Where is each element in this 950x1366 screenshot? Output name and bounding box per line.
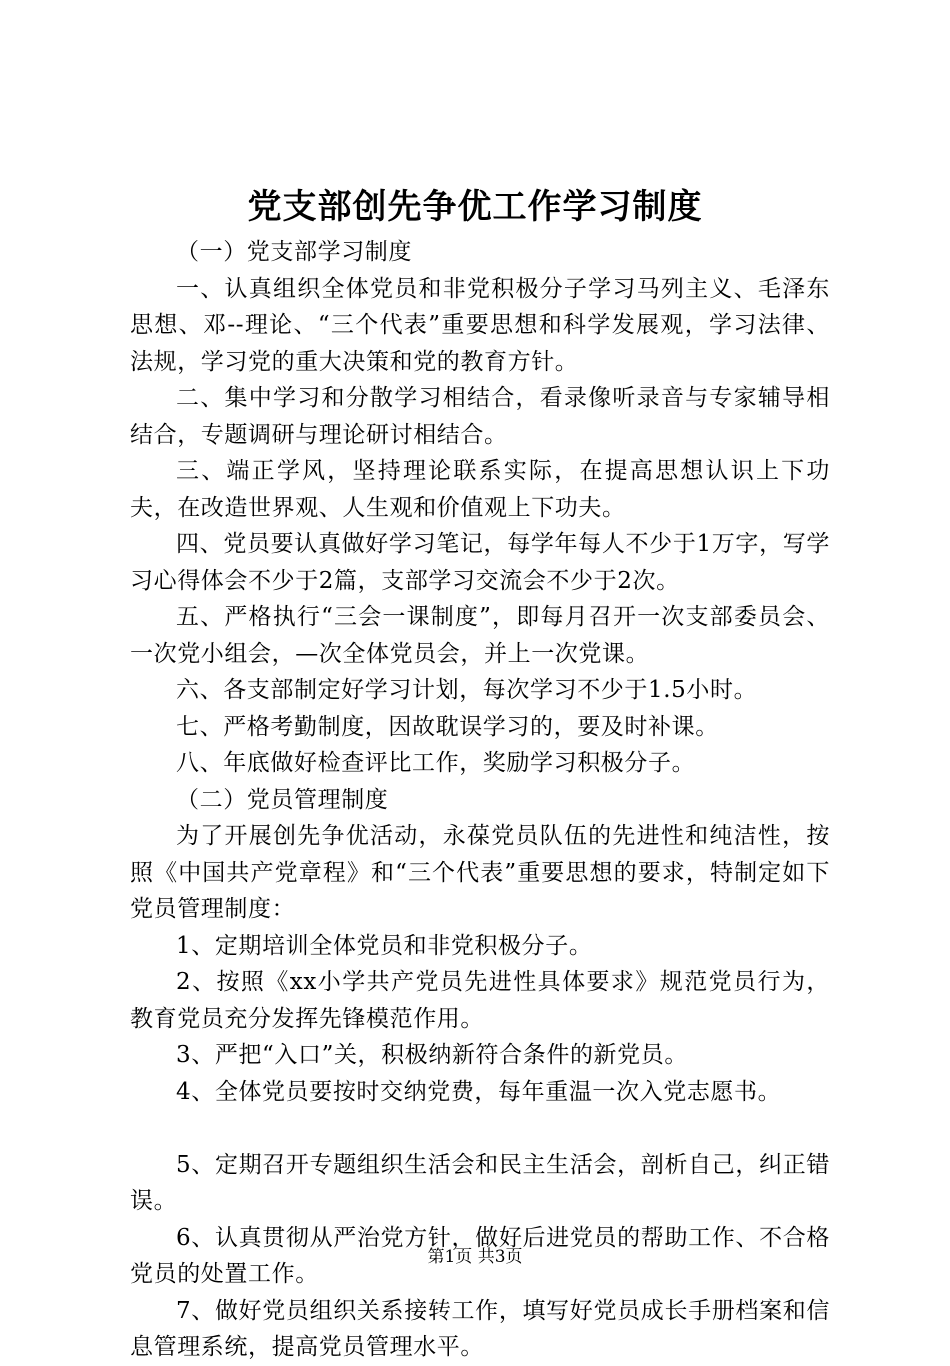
list-item: 7、做好党员组织关系接转工作，填写好党员成长手册档案和信息管理系统，提高党员管理水平。 bbox=[130, 1297, 830, 1360]
paragraph: 为了开展创先争优活动，永葆党员队伍的先进性和纯洁性，按照《中国共产党章程》和“三个代表”重要思想的要求，特制定如下党员管理制度： bbox=[130, 823, 830, 922]
paragraph: 二、集中学习和分散学习相结合，看录像听录音与专家辅导相结合，专题调研与理论研讨相结合。 bbox=[130, 385, 830, 448]
paragraph: 六、各支部制定好学习计划，每次学习不少于1.5小时。 bbox=[176, 677, 758, 703]
list-item: 2、按照《xx小学共产党员先进性具体要求》规范党员行为，教育党员充分发挥先锋模范作用。 bbox=[130, 969, 830, 1032]
section-heading: （一）党支部学习制度 bbox=[176, 239, 412, 265]
section-heading: （二）党员管理制度 bbox=[176, 786, 389, 813]
list-item: 1、定期培训全体党员和非党积极分子。 bbox=[176, 932, 593, 959]
paragraph: 四、党员要认真做好学习笔记，每学年每人不少于1万字，写学习心得体会不少于2篇，支部学习交流会不少于2次。 bbox=[130, 531, 830, 594]
paragraph: 五、严格执行“三会一课制度”，即每月召开一次支部委员会、一次党小组会，—次全体党员会，并上一次党课。 bbox=[130, 604, 830, 667]
list-item: 3、严把“入口”关，积极纳新符合条件的新党员。 bbox=[176, 1042, 688, 1068]
blank-line bbox=[130, 1110, 830, 1147]
list-item: 6、认真贯彻从严治党方针，做好后进党员的帮助工作、不合格党员的处置工作。 bbox=[130, 1224, 830, 1287]
list-item: 5、定期召开专题组织生活会和民主生活会，剖析自己，纠正错误。 bbox=[130, 1151, 830, 1214]
document-body bbox=[130, 234, 830, 1366]
list-item: 4、全体党员要按时交纳党费，每年重温一次入党志愿书。 bbox=[176, 1078, 782, 1105]
paragraph: 七、严格考勤制度，因故耽误学习的，要及时补课。 bbox=[176, 713, 719, 740]
page-number: 第1页 共3页 bbox=[427, 1247, 523, 1267]
paragraph: 八、年底做好检查评比工作，奖励学习积极分子。 bbox=[176, 750, 696, 776]
paragraph: 三、端正学风，坚持理论联系实际，在提高思想认识上下功夫，在改造世界观、人生观和价值观上下功夫。 bbox=[130, 458, 830, 521]
page-title: 党支部创先争优工作学习制度 bbox=[247, 187, 703, 227]
paragraph: 一、认真组织全体党员和非党积极分子学习马列主义、毛泽东思想、邓--理论、“三个代表”重要思想和科学发展观，学习法律、法规，学习党的重大决策和党的教育方针。 bbox=[130, 275, 830, 375]
